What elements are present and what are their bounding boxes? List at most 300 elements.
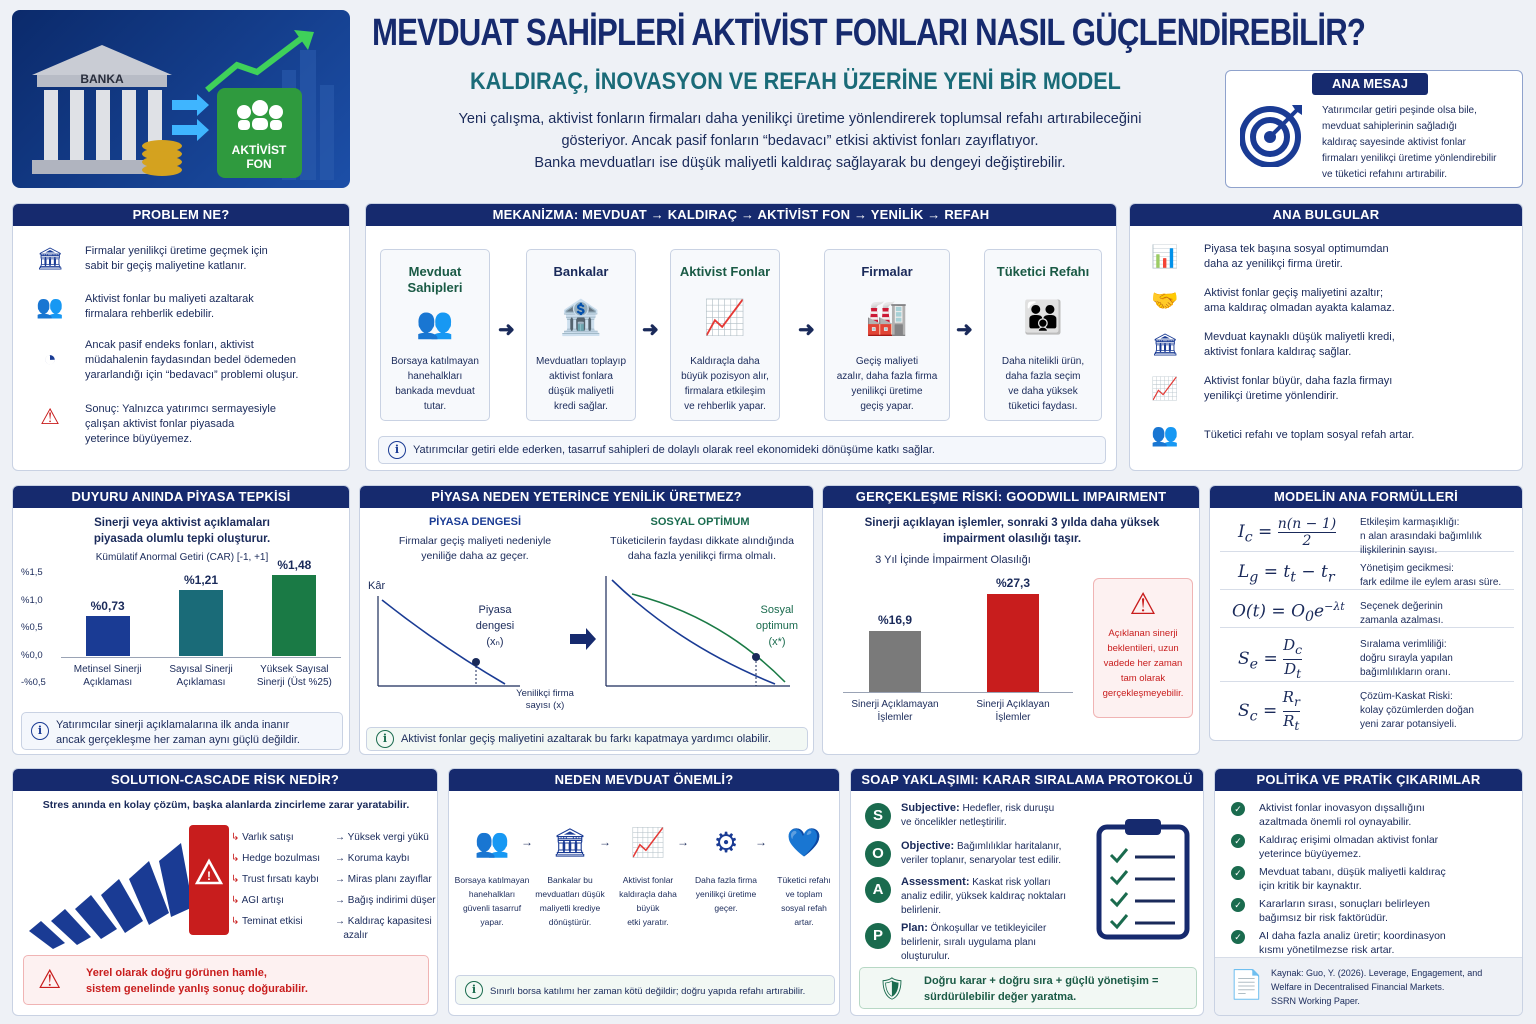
- step-text: [765, 873, 840, 929]
- car-bar-chart: [13, 558, 350, 698]
- checklist-icon: [1095, 817, 1191, 941]
- text-line: Yatırımcılar getiri peşinde olsa bile,: [1322, 105, 1477, 116]
- step-text: [687, 873, 765, 915]
- duyuru-title: DUYURU ANINDA PİYASA TEPKİSİ: [13, 486, 349, 508]
- text-line: Borsaya katılmayan: [454, 875, 530, 885]
- pie-icon: ◔: [43, 346, 57, 371]
- pt-left-label: [460, 602, 530, 650]
- text-line: Kaldıraçla daha: [690, 356, 760, 367]
- text-line: Doğru karar + doğru sıra + güçlü yönetişim =: [924, 975, 1159, 987]
- duyuru-subtitle: [13, 515, 350, 547]
- politika-title: POLİTİKA VE PRATİK ÇIKARIMLAR: [1215, 769, 1522, 791]
- svg-text:FON: FON: [246, 157, 272, 171]
- text-line: Sinerji (Üst %25): [256, 676, 332, 688]
- step-text: [609, 873, 687, 929]
- bar: [272, 575, 316, 656]
- y-axis-label: Kâr: [368, 580, 386, 592]
- text-line: Açıklaması: [176, 676, 226, 688]
- box-title: Tüketici Refahı: [996, 264, 1090, 279]
- chart-title: Kümülatif Anormal Getiri (CAR) [-1, +1]: [95, 552, 269, 563]
- text-line: ama kaldıraç olmadan ayakta kalamaz.: [1204, 302, 1395, 314]
- formula-row: [1220, 632, 1514, 682]
- handshake-icon: 🤝: [1151, 288, 1179, 313]
- arrow-icon: ↳: [231, 916, 242, 927]
- formula-desc: [1360, 516, 1482, 558]
- text-line: Açıklanan sinerji: [1108, 628, 1178, 639]
- cascade-item: [231, 890, 320, 911]
- bank-icon: 🏛: [552, 827, 588, 858]
- arrow-right-icon: →: [677, 835, 689, 849]
- right-text: [592, 534, 812, 564]
- text-line: (x*): [768, 636, 786, 648]
- text-line: daha fazla seçim: [1005, 371, 1081, 382]
- text-line: bağımlılıkların oranı.: [1360, 667, 1451, 678]
- bar: [987, 594, 1039, 692]
- text-line: yenilikçi üretime yönlendirir.: [1204, 390, 1339, 402]
- note-text: Yatırımcılar getiri elde ederken, tasarruf sahipleri de dolaylı olarak reel ekonomideki dönüşüme katkı sağlar.: [413, 444, 935, 456]
- goodwill-title: GERÇEKLEŞME RİSKİ: GOODWILL IMPAIRMENT: [823, 486, 1199, 508]
- cascade-item: [231, 827, 320, 848]
- bank-coins-icon: 🏦: [559, 299, 603, 337]
- data-label: %1,21: [183, 572, 219, 587]
- check-icon: ✓: [1231, 834, 1245, 848]
- mekanizma-panel: [365, 203, 1117, 471]
- text-line: hanehalkları: [407, 371, 463, 382]
- formula-desc: [1360, 600, 1443, 628]
- intro-text: [390, 108, 1210, 174]
- bulgu-item: [1204, 374, 1392, 404]
- text-line: geçer.: [714, 903, 738, 913]
- politika-item: [1229, 833, 1519, 863]
- text-line: mevduatları düşük: [535, 889, 605, 899]
- hero-bank-label: BANKA: [80, 72, 124, 86]
- cascade-panel: [12, 768, 438, 1016]
- formula-desc: [1360, 690, 1474, 732]
- mekanizma-note: [378, 436, 1106, 464]
- arrow-right-icon: →: [755, 835, 767, 849]
- text-line: Sonuç: Yalnızca yatırımcı sermayesiyle: [85, 403, 276, 415]
- box-title: Aktivist Fonlar: [679, 264, 771, 279]
- svg-text:AKTİVİST: AKTİVİST: [231, 143, 287, 157]
- svg-text:!: !: [207, 869, 211, 883]
- warning-icon: ⚠: [40, 404, 60, 429]
- heart-hand-icon: 💙: [786, 827, 822, 858]
- warning-text: [1094, 626, 1192, 701]
- neden-note: [455, 975, 835, 1005]
- bar: [86, 616, 130, 656]
- text-line: veriler toplanır, senaryolar test edilir.: [901, 855, 1062, 866]
- box-title: Sahipleri: [407, 280, 463, 295]
- info-icon: i: [388, 441, 406, 459]
- step-text: [453, 873, 531, 929]
- text-line: firmalara rehberlik edebilir.: [85, 308, 214, 320]
- cascade-right-list: [335, 827, 436, 943]
- box-title: Mevduat: [408, 264, 462, 279]
- text-line: tam olarak: [1120, 673, 1166, 684]
- mekanizma-box: [670, 249, 780, 421]
- text-line: azaltmada önemli rol oynayabilir.: [1259, 816, 1412, 828]
- text-line: analiz edilir, yüksek kaldıraç noktaları: [901, 891, 1067, 902]
- formula-expr: $O(t) = O_0e^{-\lambda t}$: [1232, 600, 1345, 626]
- formula-row: [1220, 592, 1514, 628]
- text-line: Miras planı zayıflar: [347, 874, 432, 885]
- bulgu-item: [1204, 428, 1414, 443]
- formula-desc: [1360, 562, 1501, 590]
- info-icon: i: [31, 722, 49, 740]
- bank-icon: 🏛: [1151, 332, 1179, 357]
- text-line: optimum: [755, 620, 799, 632]
- text-line: fark edilme ile eylem arası süre.: [1360, 577, 1502, 588]
- text-line: Bağış indirimi düşer: [347, 895, 436, 906]
- cascade-item: → Kaldıraç kapasitesi azalır: [335, 916, 432, 941]
- soap-item: [901, 875, 1101, 918]
- x-tick-label: [835, 698, 955, 724]
- text-line: Sinerji veya aktivist açıklamaları: [94, 517, 270, 529]
- politika-panel: [1214, 768, 1523, 1016]
- formuller-title: MODELİN ANA FORMÜLLERİ: [1210, 486, 1522, 508]
- y-tick-label: %0,0: [21, 649, 43, 661]
- text-line: etki yaratır.: [627, 917, 669, 927]
- bulgu-item: [1204, 286, 1395, 316]
- formula-desc: [1360, 638, 1453, 680]
- text-line: kolay çözümlerden doğan: [1360, 705, 1474, 716]
- text-line: doğru sırayla yapılan: [1360, 653, 1453, 664]
- data-label: %16,9: [877, 613, 913, 628]
- formula-expr: $I_c$ = $\frac{n(n - 1)}{2}$: [1238, 516, 1337, 549]
- text-line: Aktivist fonlar: [622, 875, 674, 885]
- soap-title: SOAP YAKLAŞIMI: KARAR SIRALAMA PROTOKOLÜ: [851, 769, 1203, 791]
- info-icon: i: [376, 730, 394, 748]
- page-title: MEVDUAT SAHİPLERİ AKTİVİST FONLARI NASIL GÜÇLENDİREBİLİR?: [372, 12, 1366, 54]
- note-text: Aktivist fonlar geçiş maliyetini azaltarak bu farkı kapatmaya yardımcı olabilir.: [401, 733, 771, 745]
- cascade-item: → Yüksek vergi yükü: [335, 832, 429, 843]
- text-line: azalır, daha fazla firma: [836, 371, 938, 382]
- text-line: ve öncelikler netleştirilir.: [901, 817, 1007, 828]
- soap-key: Subjective:: [901, 802, 960, 814]
- note-text: [924, 973, 1158, 1005]
- crowd-icon: 👪: [1023, 299, 1063, 335]
- x-tick-label: [56, 663, 160, 689]
- x-tick-label: [242, 663, 346, 689]
- politika-item: [1229, 929, 1519, 959]
- step-text: [531, 873, 609, 929]
- text-line: aktivist fonlara kaldıraç sağlar.: [1204, 346, 1352, 358]
- text-line: Teminat etkisi: [241, 916, 303, 927]
- arrow-icon: ↳: [231, 832, 243, 843]
- text-line: Mevduat tabanı, düşük maliyetli kaldıraç: [1259, 866, 1446, 878]
- text-line: piyasada olumlu tepki oluşturur.: [93, 533, 271, 545]
- text-line: ve rehberlik yapar.: [684, 401, 766, 412]
- growth-icon: 📈: [630, 827, 666, 858]
- text-line: Kaldıraç kapasitesi: [347, 916, 432, 927]
- text-line: daha az yenilikçi firma üretir.: [1204, 258, 1343, 270]
- problem-panel: [12, 203, 350, 471]
- text-line: Kaskat risk yolları: [969, 877, 1051, 888]
- text-line: (xₙ): [486, 636, 504, 648]
- box-title: Firmalar: [861, 264, 913, 279]
- formula-row: [1220, 512, 1514, 556]
- text-line: Önkoşullar ve tetikleyiciler: [927, 923, 1047, 934]
- formuller-panel: [1209, 485, 1523, 741]
- formula-expr: $L_g = t_t - t_r$: [1238, 562, 1335, 586]
- check-icon: ✓: [1231, 866, 1245, 880]
- text-line: Aktivist fonlar bu maliyeti azaltarak: [85, 293, 254, 305]
- y-tick-label: -%0,5: [21, 677, 46, 688]
- left-title: PİYASA DENGESİ: [428, 516, 522, 528]
- bulgular-panel: [1129, 203, 1523, 471]
- goodwill-panel: [822, 485, 1200, 755]
- text-line: Kararların sırası, sonuçları belirleyen: [1259, 898, 1430, 910]
- text-line: belirlenir, sıralı uygulama planı: [901, 937, 1037, 948]
- note-text: [86, 965, 308, 997]
- cascade-item: [231, 848, 320, 869]
- arrow-right-icon: ➜: [956, 319, 973, 341]
- hero-illustration: [12, 10, 350, 188]
- check-icon: ✓: [1231, 898, 1245, 912]
- text-line: oluşturulur.: [901, 951, 950, 962]
- duyuru-note: [21, 712, 343, 750]
- text-line: sosyal refah: [781, 903, 827, 913]
- text-line: Aktivist fonlar inovasyon dışsallığını: [1259, 802, 1425, 814]
- text-line: Sinerji Açıklamayan: [851, 699, 939, 710]
- soap-letter: S: [865, 803, 891, 829]
- text-line: bağımsız bir risk faktörüdür.: [1259, 912, 1388, 924]
- text-line: Trust fırsatı kaybı: [241, 874, 319, 885]
- users-icon: 👥: [36, 294, 64, 319]
- arrow-right-icon: ➜: [498, 319, 515, 341]
- domino-illustration: [21, 821, 233, 951]
- text-line: SSRN Working Paper.: [1271, 996, 1360, 1006]
- text-line: için kritik bir kaynaktır.: [1259, 880, 1362, 892]
- text-line: Tüketici refahı: [777, 875, 831, 885]
- info-icon: i: [465, 981, 483, 999]
- problem-title: PROBLEM NE?: [13, 204, 349, 226]
- text-line: yeniliğe daha az geçer.: [421, 550, 529, 562]
- page-subtitle: KALDIRAÇ, İNOVASYON VE REFAH ÜZERİNE YENİ BİR MODEL: [470, 68, 1121, 95]
- text-line: artar.: [794, 917, 814, 927]
- cascade-item: [231, 911, 320, 932]
- formula-expr: $S_e$ = $\frac{D_c}{D_t}$: [1238, 636, 1303, 681]
- data-label: %0,73: [90, 599, 125, 614]
- neden-step: [531, 823, 609, 929]
- politika-list: [1229, 801, 1519, 959]
- text-line: sürdürülebilir değer yaratma.: [924, 991, 1077, 1003]
- text-line: Açıklaması: [83, 676, 133, 688]
- text-line: zamanla azalması.: [1360, 615, 1444, 626]
- arrow-icon: ↳: [231, 895, 242, 906]
- people-icon: 👥: [1151, 422, 1179, 447]
- data-label: %1,48: [277, 558, 312, 573]
- text-line: sistem genelinde yanlış sonuç doğurabilir.: [86, 983, 308, 995]
- text-line: Daha nitelikli ürün,: [1001, 356, 1085, 367]
- politika-item: [1229, 865, 1519, 895]
- arrow-icon: ↳: [231, 853, 243, 864]
- cascade-item: → Koruma kaybı: [335, 853, 410, 864]
- text-line: Metinsel Sinerji: [73, 663, 142, 675]
- mekanizma-box: [984, 249, 1102, 421]
- text-line: firmaları yenilikçi üretime yönlendirebilir: [1322, 153, 1497, 164]
- text-line: İşlemler: [995, 712, 1031, 723]
- goodwill-subtitle: [823, 515, 1200, 547]
- soap-key: Plan:: [901, 922, 928, 934]
- y-tick-label: %1,0: [21, 594, 43, 606]
- arrow-right-icon: →: [521, 835, 533, 849]
- politika-item: [1229, 897, 1519, 927]
- people-icon: 👥: [416, 307, 454, 340]
- text-line: Daha fazla firma: [695, 875, 757, 885]
- text-line: Sıralama verimliliği:: [1360, 639, 1447, 650]
- cascade-subtitle: Stres anında en kolay çözüm, başka alanlarda zincirleme zarar yaratabilir.: [42, 799, 410, 811]
- right-title: SOSYAL OPTİMUM: [650, 516, 750, 528]
- neden-step: [609, 823, 687, 929]
- text-line: yenilikçi üretime: [695, 889, 757, 899]
- x-tick-label: [149, 663, 253, 689]
- warning-icon: ⚠: [38, 964, 62, 994]
- text-line: vadede her zaman: [1103, 658, 1183, 669]
- arrow-right-icon: ➜: [642, 319, 659, 341]
- bulgular-title: ANA BULGULAR: [1130, 204, 1522, 226]
- factory-icon: 🏭: [865, 299, 909, 337]
- text-line: sabit bir geçiş maliyetine katlanır.: [85, 260, 247, 272]
- text-line: Etkileşim karmaşıklığı:: [1360, 517, 1460, 528]
- text-line: Sinerji açıklayan işlemler, sonraki 3 yılda daha yüksek: [864, 517, 1160, 529]
- neden-step: [453, 823, 531, 929]
- neden-step: [687, 823, 765, 915]
- mekanizma-box: [526, 249, 636, 421]
- growth-icon: 📈: [1151, 376, 1179, 401]
- text-line: impairment olasılığı taşır.: [942, 533, 1082, 545]
- cascade-left-list: [231, 827, 320, 932]
- text-line: Yenilikçi firma: [516, 688, 574, 699]
- text-line: AI daha fazla analiz üretir; koordinasyon: [1259, 930, 1446, 942]
- mekanizma-title: MEKANİZMA: MEVDUAT → KALDIRAÇ → AKTİVİST FON → YENİLİK → REFAH: [366, 204, 1116, 226]
- impairment-bar-chart: [823, 574, 1093, 734]
- soap-item: [901, 801, 1101, 830]
- neden-step: [765, 823, 840, 929]
- problem-item: [85, 244, 268, 274]
- text-line: Welfare in Decentralised Financial Markets.: [1271, 982, 1445, 992]
- text-line: sayısı (x): [525, 700, 565, 711]
- shield-check-icon: 🛡: [878, 976, 906, 1001]
- chart-icon: 📊: [1151, 244, 1179, 269]
- document-icon: 📄: [1229, 969, 1264, 1000]
- text-line: belirlenir.: [901, 905, 942, 916]
- chart-title: 3 Yıl İçinde İmpairment Olasılığı: [875, 554, 1031, 566]
- soap-letter: P: [865, 923, 891, 949]
- text-line: İşlemler: [877, 712, 913, 723]
- text-line: ve daha yüksek: [1008, 386, 1078, 397]
- arrow-right-icon: →: [599, 835, 611, 849]
- text-line: Hedge bozulması: [242, 853, 320, 864]
- text-line: Yerel olarak doğru görünen hamle,: [86, 967, 267, 979]
- soap-key: Objective:: [901, 840, 955, 852]
- text-line: hanehalkları: [468, 889, 516, 899]
- text-line: Aktivist fonlar büyür, daha fazla firmayı: [1204, 375, 1393, 387]
- text-line: Firmalar yenilikçi üretime geçmek için: [85, 245, 268, 257]
- bar: [179, 590, 223, 657]
- text-line: büyük pozisyon alır,: [681, 371, 769, 382]
- text-line: Yönetişim gecikmesi:: [1360, 563, 1454, 574]
- text-line: yararlandığı için “bedavacı” problemi oluşur.: [85, 369, 299, 381]
- text-line: Bankalar bu: [547, 875, 593, 885]
- soap-letter: O: [865, 841, 891, 867]
- text-line: düşük maliyetli: [548, 386, 614, 397]
- text-line: Piyasa tek başına sosyal optimumdan: [1204, 243, 1389, 255]
- ana-mesaj-text: [1322, 103, 1497, 183]
- people-icon: 👥: [474, 827, 510, 858]
- politika-item: [1229, 801, 1519, 831]
- text-line: güvenli tasarruf: [462, 903, 522, 913]
- text-line: tüketici faydası.: [1008, 401, 1078, 412]
- text-line: Geçiş maliyeti: [855, 356, 919, 367]
- text-line: mevduat sahiplerinin sağladığı: [1322, 121, 1458, 132]
- cascade-item: → Miras planı zayıflar: [335, 874, 432, 885]
- bar: [869, 631, 921, 692]
- text-line: tutar.: [423, 401, 447, 412]
- neden-panel: [448, 768, 840, 1016]
- text-line: Tüketicilerin faydası dikkate alındığında: [610, 535, 794, 547]
- duyuru-panel: [12, 485, 350, 755]
- text-line: kredi sağlar.: [554, 401, 608, 412]
- text-line: ancak gerçekleşme her zaman aynı güçlü değildir.: [56, 734, 300, 746]
- text-line: gerçekleşmeyebilir.: [1102, 688, 1184, 699]
- text-line: beklentileri, uzun: [1107, 643, 1179, 654]
- formula-expr: $S_c$ = $\frac{R_r}{R_t}$: [1238, 688, 1300, 733]
- text-line: Yüksek vergi yükü: [347, 832, 429, 843]
- text-line: çalışan aktivist fonlar piyasada: [85, 418, 235, 430]
- problem-item: [85, 292, 254, 322]
- bulgu-item: [1204, 242, 1389, 272]
- mekanizma-box: [380, 249, 490, 421]
- text-line: Kaynak: Guo, Y. (2026). Leverage, Engagement, and: [1271, 968, 1483, 978]
- check-icon: ✓: [1231, 930, 1245, 944]
- hero-image: [12, 10, 350, 188]
- source-box: [1215, 957, 1523, 1016]
- text-line: Aktivist fonlar geçiş maliyetini azaltır;: [1204, 287, 1384, 299]
- text-line: ve toplam: [785, 889, 823, 899]
- mekanizma-box: [824, 249, 950, 421]
- neden-title: NEDEN MEVDUAT ÖNEMLİ?: [449, 769, 839, 791]
- text-line: yenilikçi üretime: [851, 386, 923, 397]
- text-line: Tüketici refahı ve toplam sosyal refah artar.: [1204, 429, 1415, 441]
- text-line: ilişkilerinin sayısı.: [1360, 545, 1438, 556]
- intro-line: gösteriyor. Ancak pasif fonların “bedavacı” etkisi aktivist fonları zayıflatıyor.: [561, 133, 1039, 149]
- soap-letter: A: [865, 877, 891, 903]
- text-line: ve tüketici refahını artırabilir.: [1322, 169, 1448, 180]
- text-line: maliyetli krediye: [539, 903, 601, 913]
- text-line: yapar.: [480, 917, 504, 927]
- bulgu-item: [1204, 330, 1395, 360]
- text-line: Koruma kaybı: [347, 853, 410, 864]
- y-tick-label: %1,5: [21, 567, 43, 578]
- problem-item: [85, 338, 298, 383]
- cascade-item: [231, 869, 320, 890]
- piyasa-panel: [359, 485, 814, 755]
- check-icon: ✓: [1231, 802, 1245, 816]
- growth-icon: 📈: [703, 299, 747, 337]
- formula-row: [1220, 554, 1514, 590]
- text-line: yeni zarar potansiyeli.: [1360, 719, 1457, 730]
- baseline: [843, 692, 1073, 693]
- text-line: Sinerji Açıklayan: [976, 699, 1050, 710]
- text-line: Mevduatları toplayıp: [535, 356, 627, 367]
- box-title: Bankalar: [553, 264, 609, 279]
- arrow-icon: ↳: [231, 874, 242, 885]
- text-line: dönüştürür.: [548, 917, 592, 927]
- piyasa-note: [366, 727, 808, 751]
- zero-line: [61, 657, 341, 658]
- text-line: Çözüm-Kaskat Riski:: [1360, 691, 1453, 702]
